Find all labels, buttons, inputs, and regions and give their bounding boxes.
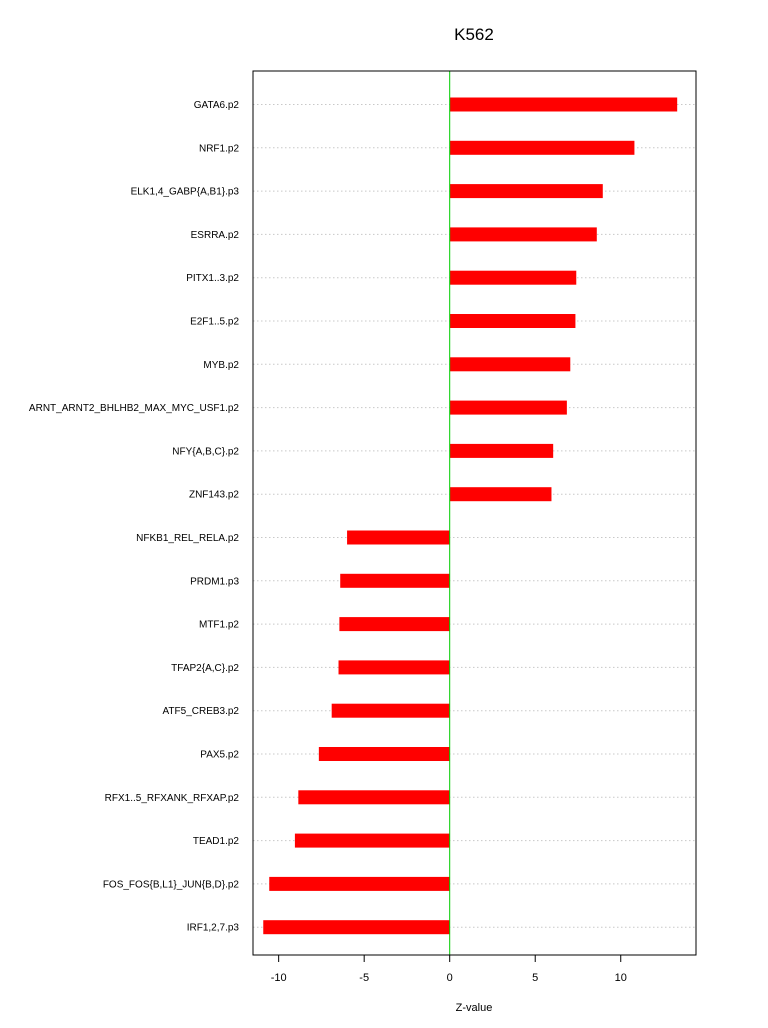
category-label: TEAD1.p2 — [192, 836, 239, 848]
category-label: MYB.p2 — [203, 359, 239, 371]
category-label: PITX1..3.p2 — [186, 273, 239, 285]
x-tick-label: -5 — [359, 972, 370, 984]
category-label: ESRRA.p2 — [190, 229, 239, 241]
category-label: NFKB1_REL_RELA.p2 — [136, 533, 239, 544]
bar — [450, 227, 597, 241]
bar — [298, 790, 449, 804]
bar — [450, 141, 635, 155]
category-label: IRF1,2,7.p3 — [186, 922, 239, 934]
bar — [295, 834, 450, 848]
category-label: ARNT_ARNT2_BHLHB2_MAX_MYC_USF1.p2 — [28, 403, 239, 415]
x-tick-label: 10 — [614, 972, 627, 984]
category-label: NFY{A,B,C}.p2 — [172, 446, 239, 458]
bar — [319, 747, 450, 761]
category-labels — [29, 100, 240, 934]
category-label: ATF5_CREB3.p2 — [162, 706, 239, 718]
category-label: ELK1,4_GABP{A,B1}.p3 — [130, 186, 239, 198]
category-label: MTF1.p2 — [198, 619, 239, 631]
x-axis — [271, 955, 627, 984]
bar — [269, 877, 449, 891]
bar — [450, 98, 677, 112]
bar — [450, 401, 567, 415]
x-tick-label: -10 — [270, 972, 287, 984]
category-label: RFX1..5_RFXANK_RFXAP.p2 — [104, 792, 239, 804]
category-label: E2F1..5.p2 — [190, 316, 239, 328]
bars — [263, 98, 677, 935]
bar — [332, 704, 450, 718]
bar — [450, 357, 571, 371]
category-label: GATA6.p2 — [193, 100, 239, 111]
category-label: PAX5.p2 — [200, 749, 239, 761]
category-label: ZNF143.p2 — [188, 489, 239, 501]
bar — [263, 920, 449, 934]
x-axis-title: Z-value — [455, 1002, 493, 1014]
bar — [340, 574, 449, 588]
bar — [450, 271, 577, 285]
bar — [339, 660, 450, 674]
bar — [450, 444, 553, 458]
bar — [450, 184, 603, 198]
chart-title: K562 — [454, 25, 494, 44]
bar — [339, 617, 449, 631]
category-label: NRF1.p2 — [198, 143, 239, 155]
plot-frame — [253, 71, 696, 955]
x-tick-label: 0 — [446, 972, 453, 984]
bar — [450, 314, 576, 328]
bar — [347, 531, 450, 545]
category-label: TFAP2{A,C}.p2 — [171, 662, 239, 674]
category-label: PRDM1.p3 — [190, 576, 239, 588]
category-label: FOS_FOS{B,L1}_JUN{B,D}.p2 — [102, 879, 239, 891]
bar — [450, 487, 552, 501]
x-tick-label: 5 — [532, 972, 539, 984]
